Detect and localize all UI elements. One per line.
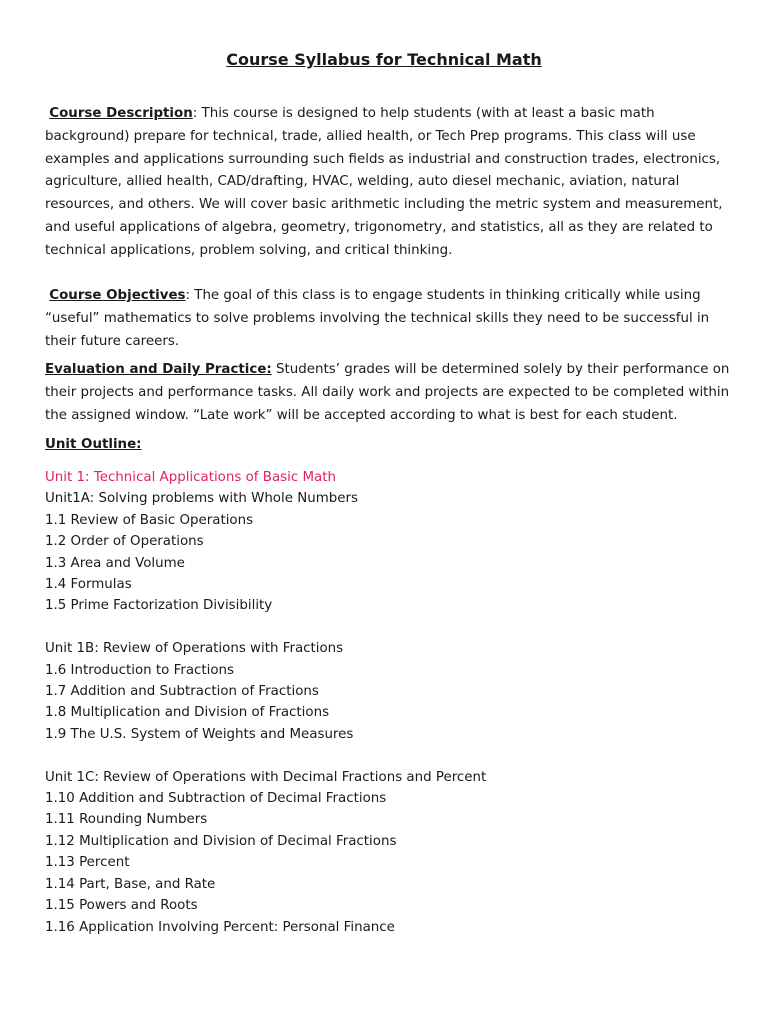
list-item: 1.5 Prime Factorization Divisibility <box>45 598 273 614</box>
list-item: 1.8 Multiplication and Division of Fractions <box>45 705 330 721</box>
list-item: 1.4 Formulas <box>45 577 132 593</box>
page-title: Course Syllabus for Technical Math <box>226 50 542 69</box>
evaluation-label: Evaluation and Daily Practice: <box>45 362 272 377</box>
course-description <box>45 103 735 263</box>
list-item: 1.10 Addition and Subtraction of Decimal Fractions <box>45 791 387 807</box>
course-objectives-label: Course Objectives <box>49 288 186 303</box>
list-item: 1.3 Area and Volume <box>45 555 185 571</box>
section-1b-title: Unit 1B: Review of Operations with Fractions <box>45 641 344 657</box>
evaluation-text: Students’ grades will be determined solely by their performance on their projects and performance tasks. All daily work and projects are expected to be completed within the assigned window. “Late work” will be accepted according to what is best for each student. <box>45 362 730 423</box>
section-1c-title: Unit 1C: Review of Operations with Decimal Fractions and Percent <box>45 769 487 785</box>
list-item: 1.14 Part, Base, and Rate <box>45 876 216 892</box>
section-spacer <box>45 617 735 638</box>
list-item: 1.1 Review of Basic Operations <box>45 512 254 528</box>
unit-1-heading: Unit 1: Technical Applications of Basic Math <box>45 470 336 485</box>
course-description-text: : This course is designed to help students (with at least a basic math background) prepare for technical, trade, allied health, or Tech Prep programs. This class will use examples and applications surrounding such fields as industrial and construction trades, electronics, agriculture, allied health, CAD/drafting, HVAC, welding, auto diesel mechanic, aviation, natural resources, and others. We will cover basic arithmetic including the metric system and measurement, and useful applications of algebra, geometry, trigonometry, and statistics, all as they are related to technical applications, problem solving, and critical thinking. <box>45 106 723 258</box>
course-objectives-text: : The goal of this class is to engage students in thinking critically while using “useful” mathematics to solve problems involving the technical skills they need to be successful in their future careers. <box>45 288 710 349</box>
list-item: 1.2 Order of Operations <box>45 534 204 550</box>
list-item: 1.12 Multiplication and Division of Decimal Fractions <box>45 833 397 849</box>
list-item: 1.16 Application Involving Percent: Personal Finance <box>45 919 395 935</box>
list-item: 1.11 Rounding Numbers <box>45 812 208 828</box>
unit-outline-list <box>45 467 735 938</box>
unit-outline-label-text: Unit Outline: <box>45 437 142 452</box>
list-item: 1.15 Powers and Roots <box>45 898 198 914</box>
list-item: 1.9 The U.S. System of Weights and Measures <box>45 726 354 742</box>
list-item: 1.6 Introduction to Fractions <box>45 662 235 678</box>
course-description-label: Course Description <box>49 106 193 121</box>
list-item: 1.7 Addition and Subtraction of Fractions <box>45 684 319 700</box>
section-1a-title: Unit1A: Solving problems with Whole Numbers <box>45 491 358 507</box>
course-objectives <box>45 285 735 353</box>
section-spacer <box>45 745 735 766</box>
evaluation-section <box>45 359 735 427</box>
list-item: 1.13 Percent <box>45 855 130 871</box>
unit-outline-label <box>45 434 735 457</box>
